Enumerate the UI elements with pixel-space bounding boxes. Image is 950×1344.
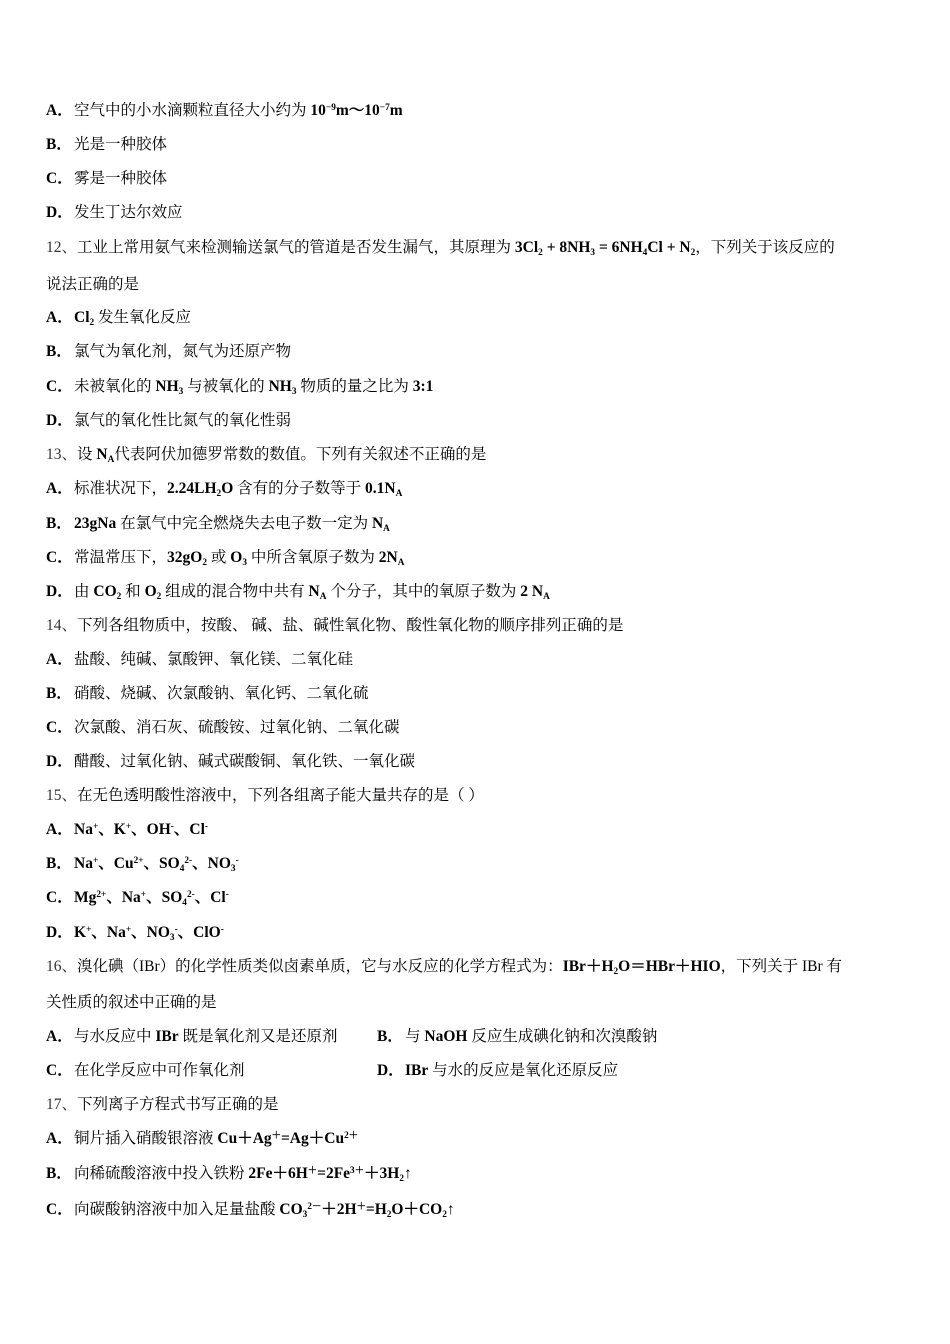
option-letter: D．: [46, 412, 73, 429]
option-letter: D．: [46, 583, 73, 600]
option-letter: B．: [46, 136, 72, 153]
q15-option-d: [46, 923, 224, 943]
q12-option-b: [46, 342, 291, 362]
option-letter: C．: [46, 549, 73, 566]
option-letter: C．: [46, 719, 73, 736]
formula: $O_3$: [230, 549, 247, 568]
ionic-equation: $2Fe+6H^+=2Fe^{3+}+3H_2↑$: [248, 1165, 412, 1184]
option-letter: A．: [46, 821, 73, 838]
option-text: 硝酸、烧碱、次氯酸钠、氧化钙、二氧化硫: [74, 685, 369, 702]
q14-option-b: [46, 684, 369, 704]
q15-option-c: [46, 888, 229, 908]
q12-stem: [46, 238, 835, 258]
formula: 23gNa: [74, 515, 117, 532]
ionic-equation: $CO_3^{2-}+2H^+=H_2O+CO_2↑$: [279, 1201, 455, 1220]
option-text: 氯气的氧化性比氮气的氧化性弱: [74, 412, 292, 429]
q14-option-d: [46, 752, 415, 772]
q16-option-b: B． 与 NaOH 反应生成碘化钠和次溴酸钠: [377, 1028, 658, 1045]
option-letter: C．: [46, 170, 73, 187]
option-text: 氯气为氧化剂，氮气为还原产物: [74, 343, 292, 360]
option-letter: B．: [46, 343, 72, 360]
formula: $2.24LH_2O$: [167, 480, 234, 499]
option-text: 雾是一种胶体: [74, 170, 168, 187]
q16-stem-line2: [46, 993, 217, 1013]
option-text: 在化学反应中可作氧化剂: [74, 1062, 245, 1079]
reaction-equation: $3Cl_2 + 8NH_3 = 6NH_4Cl + N_2$: [514, 239, 696, 258]
question-number: 16、: [46, 958, 78, 975]
ratio: 3:1: [412, 378, 434, 395]
option-text: 发生丁达尔效应: [74, 204, 183, 221]
option-letter: A．: [46, 651, 73, 668]
formula: $NH_3$: [155, 378, 184, 397]
q12-stem-line2: [46, 275, 139, 295]
option-letter: B．: [46, 855, 72, 872]
option-letter: A．: [46, 309, 73, 326]
option-letter: D．: [46, 753, 73, 770]
option-letter: B．: [377, 1028, 403, 1045]
formula: $N_A$: [308, 583, 327, 602]
option-letter: B．: [46, 515, 72, 532]
q13-stem: 13、设 $N_A$代表阿伏加德罗常数的数值。下列有关叙述不正确的是: [46, 446, 487, 465]
question-stem: 下列离子方程式书写正确的是: [77, 1096, 279, 1113]
q17-stem: [46, 1095, 279, 1115]
formula: $32gO_2$: [167, 549, 207, 568]
q13-option-a: A．标准状况下，$2.24LH_2O$ 含有的分子数等于 $0.1N_A$: [46, 480, 403, 499]
formula: $CO_2$: [93, 583, 122, 602]
option-letter: C．: [46, 1201, 73, 1218]
q17-option-b: B． 向稀硫酸溶液中投入铁粉 $2Fe+6H^+=2Fe^{3+}+3H_2↑$: [46, 1165, 412, 1184]
q16-option-a: A．与水反应中 IBr 既是氧化剂又是还原剂: [46, 1028, 338, 1045]
q11-option-b: [46, 135, 167, 155]
q13-option-b: B． 23gNa 在氯气中完全燃烧失去电子数一定为 $N_A$: [46, 515, 390, 534]
q11-option-c: [46, 169, 167, 189]
q14-option-a: [46, 650, 353, 670]
question-stem: 说法正确的是: [46, 276, 140, 293]
option-letter: A．: [46, 480, 73, 497]
q15-stem: [46, 786, 484, 806]
option-letter: B．: [46, 1165, 72, 1182]
option-letter: B．: [46, 685, 72, 702]
question-number: 15、: [46, 787, 78, 804]
question-number: 17、: [46, 1096, 78, 1113]
question-stem: 溴化碘（IBr）的化学性质类似卤素单质，它与水反应的化学方程式为：: [77, 958, 563, 975]
formula: $O_2$: [144, 583, 162, 602]
option-text: 光是一种胶体: [74, 136, 168, 153]
option-text: 空气中的小水滴颗粒直径大小约为: [74, 102, 311, 119]
ionic-equation: $Cu+Ag^+=Ag+Cu^{2+}$: [217, 1130, 359, 1147]
option-letter: D．: [46, 924, 73, 941]
q14-stem: [46, 616, 623, 636]
q17-option-c: C．向碳酸钠溶液中加入足量盐酸 $CO_3^{2-}+2H^+=H_2O+CO_2↑$: [46, 1201, 455, 1220]
option-text: 次氯酸、消石灰、硫酸铵、过氧化钠、二氧化碳: [74, 719, 400, 736]
formula: $NH_3$: [268, 378, 297, 397]
option-letter: A．: [46, 1028, 73, 1045]
ion-list: K+、Na+、$NO_3^-$、ClO-: [74, 924, 224, 943]
question-stem: 关性质的叙述中正确的是: [46, 994, 217, 1011]
question-stem: 在无色透明酸性溶液中，下列各组离子能大量共存的是（ ）: [77, 787, 484, 804]
question-stem: 工业上常用氨气来检测输送氯气的管道是否发生漏气，其原理为: [77, 239, 515, 256]
q15-option-a: [46, 820, 208, 840]
ion-list: Na+、K+、OH-、Cl-: [74, 821, 208, 838]
question-stem: ，下列关于 IBr 有: [720, 958, 843, 975]
option-letter: C．: [46, 1062, 73, 1079]
q17-option-a: A．铜片插入硝酸银溶液 $Cu+Ag^+=Ag+Cu^{2+}$: [46, 1130, 359, 1147]
formula: NaOH: [424, 1028, 468, 1045]
question-number: 14、: [46, 617, 78, 634]
formula: IBr: [155, 1028, 179, 1045]
ion-list: $Mg^{2+}$、Na+、$SO_4^{2-}$、Cl-: [74, 889, 229, 908]
reaction-equation: $IBr+H_2O=HBr+HIO$: [562, 958, 721, 977]
formula: $N_A$: [96, 446, 115, 465]
size-range-expr: $10^{-9}m\sim 10^{-7}m$: [310, 102, 403, 119]
question-number: 12、: [46, 239, 78, 256]
question-number: 13、: [46, 446, 78, 463]
formula: $N_A$: [371, 515, 390, 534]
option-letter: C．: [46, 889, 73, 906]
q16-option-d: D．IBr 与水的反应是氧化还原反应: [377, 1062, 619, 1079]
formula: $2N_A$: [378, 549, 405, 568]
option-letter: D．: [46, 204, 73, 221]
question-stem: ，下列关于该反应的: [695, 239, 835, 256]
q16-option-c: [46, 1061, 245, 1081]
q13-option-c: C．常温常压下，$32gO_2$ 或 $O_3$ 中所含氧原子数为 $2N_A$: [46, 549, 405, 568]
q14-option-c: [46, 718, 400, 738]
option-letter: C．: [46, 378, 73, 395]
q15-option-b: [46, 854, 239, 874]
option-text: 醋酸、过氧化钠、碱式碳酸铜、氧化铁、一氧化碳: [74, 753, 416, 770]
option-text: 盐酸、纯碱、氯酸钾、氧化镁、二氧化硅: [74, 651, 354, 668]
formula: $Cl_2$: [74, 309, 95, 328]
question-stem: 下列各组物质中，按酸、 碱、盐、碱性氧化物、酸性氧化物的顺序排列正确的是: [77, 617, 624, 634]
ion-list: Na+、$Cu^{2+}$、$SO_4^{2-}$、$NO_3^-$: [74, 855, 239, 874]
q12-option-c: C．未被氧化的 $NH_3$ 与被氧化的 $NH_3$ 物质的量之比为 3:1: [46, 378, 434, 397]
q12-option-a: A．$Cl_2$ 发生氧化反应: [46, 309, 192, 328]
option-letter: D．: [377, 1062, 404, 1079]
q12-option-d: [46, 411, 291, 431]
formula: 2 $N_A$: [520, 583, 550, 602]
q11-option-d: [46, 203, 183, 223]
q11-option-a: [46, 101, 403, 121]
option-letter: A．: [46, 102, 73, 119]
option-letter: A．: [46, 1130, 73, 1147]
formula: $0.1N_A$: [365, 480, 403, 499]
q16-stem: [46, 957, 842, 977]
formula: IBr: [405, 1062, 429, 1079]
q13-option-d: D．由 $CO_2$ 和 $O_2$ 组成的混合物中共有 $N_A$ 个分子，其中的氧原子数为 2 $N_A$: [46, 583, 550, 602]
